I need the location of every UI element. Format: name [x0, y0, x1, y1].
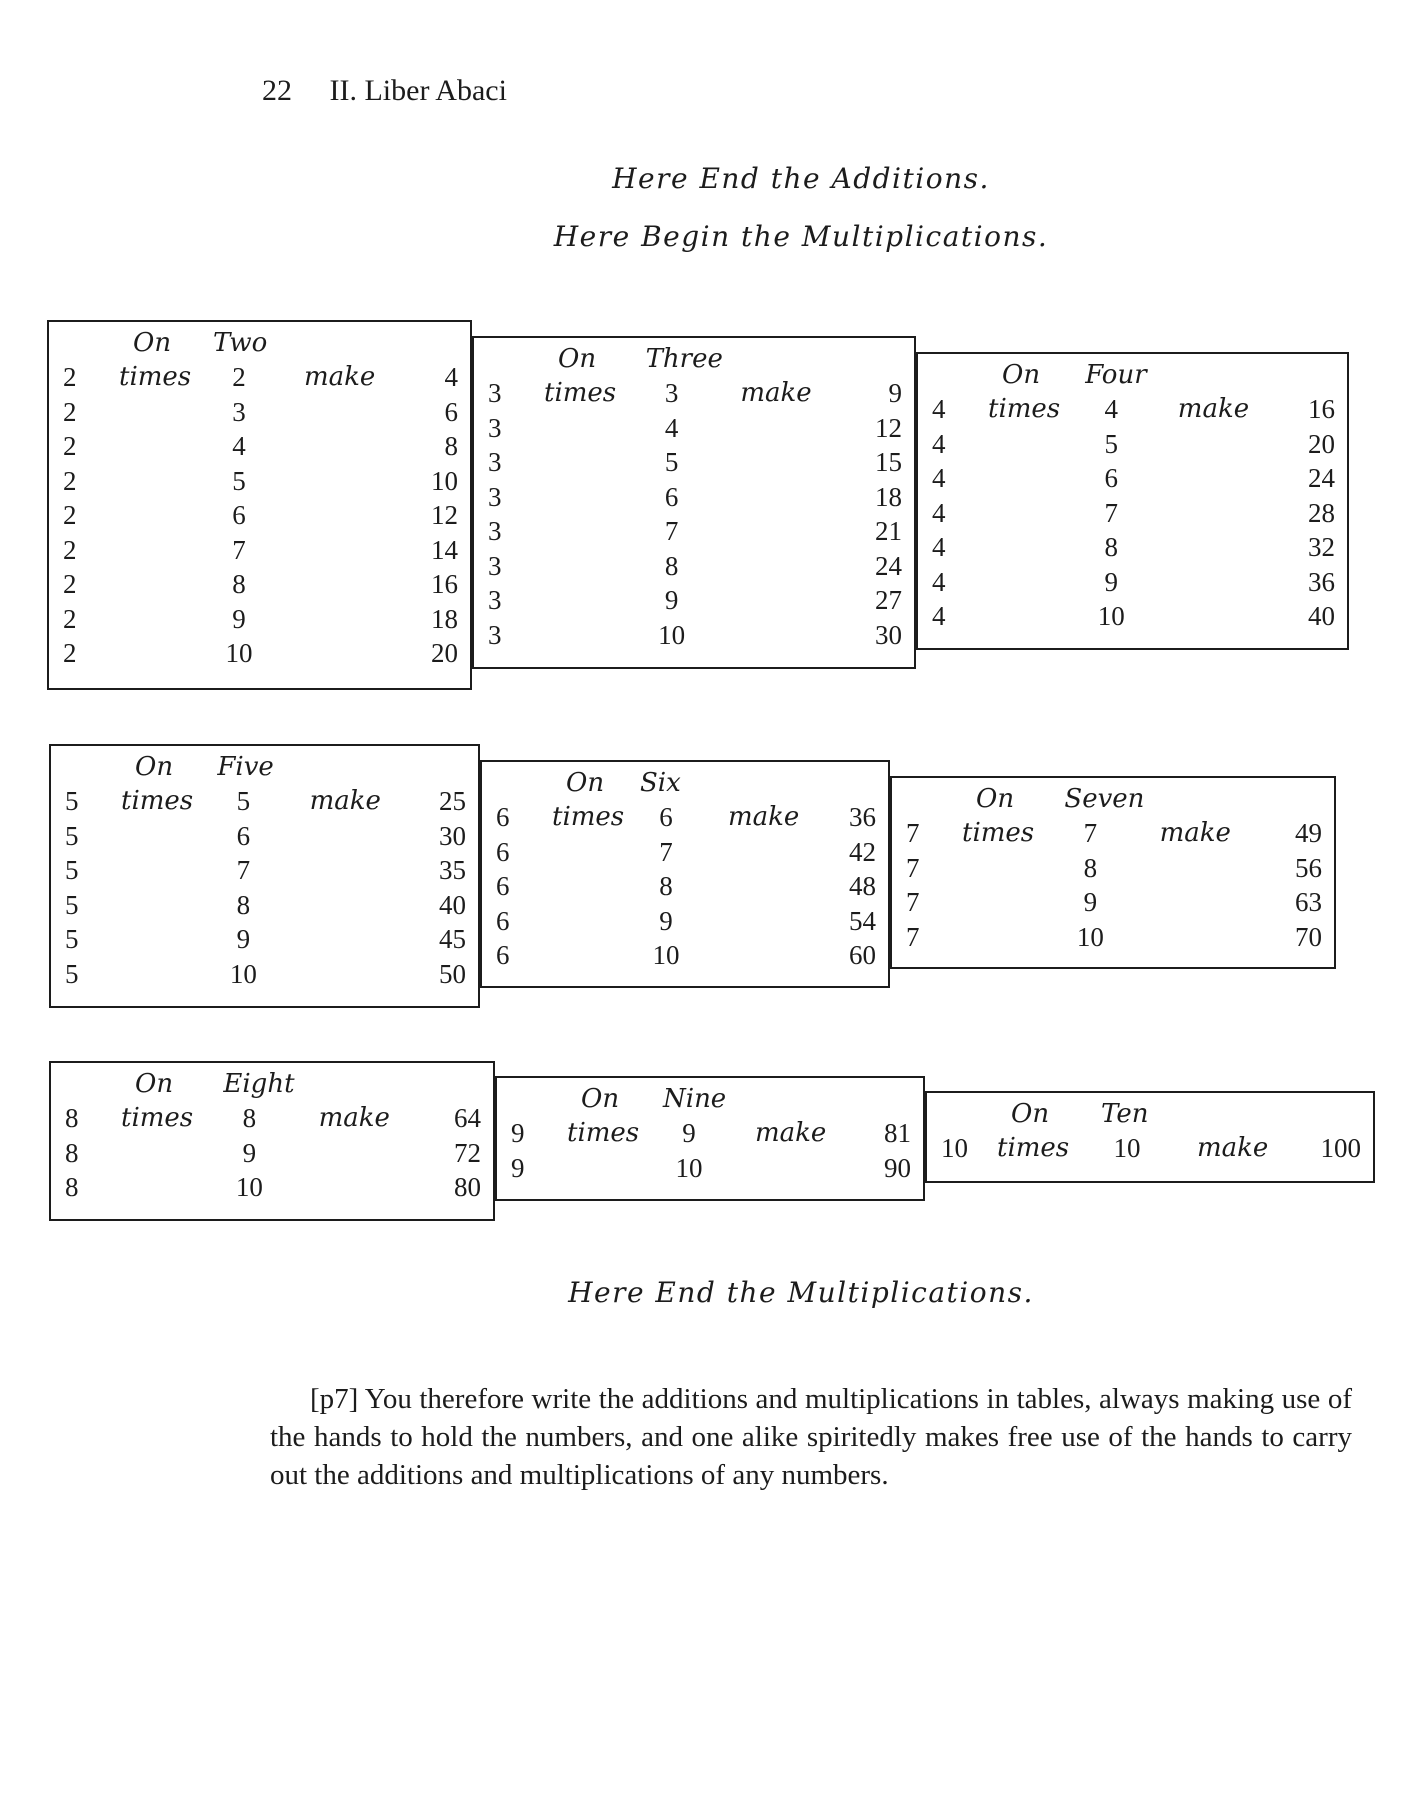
row-product: 14: [431, 534, 458, 565]
running-header: [262, 74, 507, 108]
row-product: 49: [1295, 818, 1322, 848]
label-times: times: [121, 1103, 194, 1133]
table-nine-box: [495, 1076, 925, 1201]
row-product: 21: [875, 516, 902, 546]
row-multiplier: 7: [236, 855, 251, 885]
label-make: make: [309, 786, 381, 816]
row-multiplier: 8: [236, 889, 251, 920]
row-product: 80: [454, 1172, 481, 1202]
table-three-box: [472, 336, 916, 669]
row-product: 15: [875, 447, 902, 477]
row-product: 18: [875, 481, 902, 512]
row-product: 4: [444, 362, 458, 392]
label-on: On: [135, 1069, 174, 1099]
table-word: Two: [213, 328, 268, 358]
row-base: 2: [63, 569, 77, 599]
label-on: On: [135, 752, 174, 782]
label-times: times: [544, 378, 617, 408]
row-base: 5: [65, 820, 79, 851]
table-word: Six: [640, 768, 681, 798]
row-multiplier: 3: [664, 378, 679, 408]
row-base: 6: [496, 940, 510, 970]
row-product: 60: [849, 940, 876, 970]
row-product: 32: [1308, 532, 1335, 562]
row-base: 9: [511, 1152, 525, 1183]
row-multiplier: 9: [659, 905, 673, 936]
row-product: 45: [439, 924, 466, 954]
row-base: 2: [63, 534, 77, 565]
row-multiplier: 6: [236, 820, 251, 851]
chapter-title: II. Liber Abaci: [329, 74, 507, 107]
row-multiplier: 6: [659, 802, 673, 832]
row-product: 30: [875, 619, 902, 650]
row-multiplier: 7: [1104, 497, 1118, 528]
table-word: Three: [645, 344, 723, 374]
row-multiplier: 2: [232, 362, 246, 392]
row-multiplier: 9: [1083, 887, 1098, 917]
label-on: On: [581, 1084, 620, 1114]
row-base: 3: [488, 412, 502, 443]
label-times: times: [567, 1118, 640, 1148]
row-base: 4: [932, 566, 946, 597]
row-base: 3: [488, 447, 502, 477]
row-base: 4: [932, 394, 946, 424]
row-base: 5: [65, 855, 79, 885]
row-base: 10: [941, 1133, 968, 1163]
row-base: 7: [906, 852, 920, 883]
row-product: 24: [1308, 463, 1335, 493]
row-base: 4: [932, 601, 946, 631]
row-base: 4: [932, 497, 946, 528]
row-base: 6: [496, 802, 510, 832]
row-multiplier: 9: [664, 585, 679, 615]
label-on: On: [558, 344, 597, 374]
label-times: times: [121, 786, 194, 816]
row-product: 81: [884, 1118, 911, 1148]
table-word: Eight: [223, 1069, 295, 1099]
table-word: Nine: [663, 1084, 727, 1114]
row-multiplier: 5: [232, 465, 246, 496]
row-base: 5: [65, 889, 79, 920]
row-multiplier: 6: [1104, 463, 1118, 493]
row-base: 7: [906, 818, 920, 848]
row-base: 4: [932, 428, 946, 459]
row-product: 27: [875, 585, 902, 615]
table-word: Four: [1085, 360, 1147, 390]
row-base: 6: [496, 871, 510, 901]
row-base: 2: [63, 465, 77, 496]
body-paragraph: [p7] You therefore write the additions and multiplications in tables, always making use of the hands to hold the numbers, and one alike spiritedly makes free use of the hands to carry out the additions and multiplications of any numbers.: [270, 1383, 1352, 1491]
table-ten-box: [925, 1091, 1375, 1183]
row-base: 8: [65, 1137, 79, 1168]
row-base: 5: [65, 786, 79, 816]
row-multiplier: 7: [659, 836, 673, 867]
row-multiplier: 9: [242, 1137, 257, 1168]
label-times: times: [552, 802, 625, 832]
label-make: make: [1159, 818, 1231, 848]
row-base: 3: [488, 550, 502, 581]
label-make: make: [755, 1118, 827, 1148]
row-product: 20: [431, 638, 458, 668]
row-product: 100: [1320, 1133, 1361, 1163]
row-base: 3: [488, 481, 502, 512]
row-product: 18: [431, 603, 458, 634]
row-multiplier: 7: [664, 516, 679, 546]
row-base: 2: [63, 431, 77, 461]
table-two-box: [47, 320, 472, 690]
row-product: 70: [1295, 921, 1322, 952]
row-base: 2: [63, 500, 77, 530]
row-product: 72: [454, 1137, 481, 1168]
row-multiplier: 4: [1104, 394, 1118, 424]
row-multiplier: 7: [1083, 818, 1098, 848]
row-base: 3: [488, 585, 502, 615]
row-base: 3: [488, 619, 502, 650]
label-make: make: [740, 378, 812, 408]
table-word: Five: [217, 752, 274, 782]
row-product: 48: [849, 871, 876, 901]
row-product: 36: [849, 802, 876, 832]
row-multiplier: 9: [682, 1118, 696, 1148]
row-multiplier: 4: [232, 431, 246, 461]
row-base: 2: [63, 396, 77, 427]
row-base: 8: [65, 1172, 79, 1202]
row-multiplier: 5: [236, 786, 251, 816]
row-multiplier: 9: [232, 603, 246, 634]
row-base: 3: [488, 378, 502, 408]
label-on: On: [566, 768, 605, 798]
page-number: 22: [262, 74, 292, 107]
row-multiplier: 10: [229, 958, 257, 989]
heading-begin-multiplications: Here Begin the Multiplications.: [553, 220, 1049, 253]
label-on: On: [1002, 360, 1041, 390]
table-six-box: [480, 760, 890, 988]
row-product: 54: [849, 905, 876, 936]
label-make: make: [728, 802, 800, 832]
label-times: times: [988, 394, 1061, 424]
row-multiplier: 8: [242, 1103, 257, 1133]
label-make: make: [304, 362, 376, 392]
row-multiplier: 4: [664, 412, 679, 443]
label-times: times: [119, 362, 192, 392]
row-multiplier: 8: [659, 871, 673, 901]
row-product: 42: [849, 836, 876, 867]
row-base: 5: [65, 924, 79, 954]
row-base: 2: [63, 362, 77, 392]
row-product: 64: [454, 1103, 481, 1133]
label-make: make: [318, 1103, 390, 1133]
row-product: 8: [444, 431, 458, 461]
row-product: 50: [439, 958, 466, 989]
row-base: 4: [932, 532, 946, 562]
label-times: times: [997, 1133, 1070, 1163]
row-multiplier: 8: [1083, 852, 1098, 883]
label-make: make: [1177, 394, 1250, 424]
row-multiplier: 10: [1113, 1133, 1141, 1163]
row-multiplier: 10: [225, 638, 253, 668]
row-base: 8: [65, 1103, 79, 1133]
row-base: 4: [932, 463, 946, 493]
heading-end-additions: Here End the Additions.: [612, 162, 990, 195]
table-five-box: [49, 744, 480, 1008]
row-product: 63: [1295, 887, 1322, 917]
label-on: On: [976, 784, 1015, 814]
table-word: Seven: [1064, 784, 1145, 814]
row-base: 2: [63, 603, 77, 634]
row-base: 7: [906, 887, 920, 917]
row-multiplier: 10: [658, 619, 686, 650]
row-product: 56: [1295, 852, 1322, 883]
row-base: 2: [63, 638, 77, 668]
row-product: 12: [875, 412, 902, 443]
row-multiplier: 10: [235, 1172, 263, 1202]
label-on: On: [133, 328, 172, 358]
row-base: 6: [496, 905, 510, 936]
row-base: 5: [65, 958, 79, 989]
row-product: 20: [1308, 428, 1335, 459]
row-base: 9: [511, 1118, 525, 1148]
row-product: 90: [884, 1152, 911, 1183]
row-product: 6: [444, 396, 458, 427]
label-make: make: [1197, 1133, 1269, 1163]
row-multiplier: 10: [675, 1152, 703, 1183]
row-product: 16: [1308, 394, 1335, 424]
row-multiplier: 8: [1104, 532, 1118, 562]
row-multiplier: 9: [1104, 566, 1118, 597]
table-eight-box: [49, 1061, 495, 1221]
heading-end-multiplications: Here End the Multiplications.: [568, 1276, 1034, 1309]
row-multiplier: 5: [664, 447, 679, 477]
row-multiplier: 8: [664, 550, 679, 581]
row-product: 12: [431, 500, 458, 530]
row-multiplier: 9: [236, 924, 251, 954]
row-multiplier: 10: [1076, 921, 1104, 952]
row-base: 6: [496, 836, 510, 867]
label-times: times: [962, 818, 1035, 848]
table-word: Ten: [1101, 1099, 1149, 1129]
row-product: 30: [439, 820, 466, 851]
row-product: 9: [888, 378, 902, 408]
row-base: 7: [906, 921, 920, 952]
row-product: 16: [431, 569, 458, 599]
row-product: 25: [439, 786, 466, 816]
row-multiplier: 8: [232, 569, 246, 599]
row-base: 3: [488, 516, 502, 546]
row-product: 35: [439, 855, 466, 885]
row-multiplier: 3: [232, 396, 246, 427]
table-four-box: [916, 352, 1349, 650]
row-multiplier: 5: [1104, 428, 1118, 459]
row-product: 24: [875, 550, 902, 581]
row-product: 40: [1308, 601, 1335, 631]
label-on: On: [1011, 1099, 1050, 1129]
row-product: 36: [1308, 566, 1335, 597]
row-product: 28: [1308, 497, 1335, 528]
row-multiplier: 10: [652, 940, 680, 970]
row-multiplier: 7: [232, 534, 246, 565]
row-multiplier: 10: [1097, 601, 1125, 631]
row-product: 40: [439, 889, 466, 920]
row-multiplier: 6: [232, 500, 246, 530]
row-multiplier: 6: [664, 481, 679, 512]
row-product: 10: [431, 465, 458, 496]
table-seven-box: [890, 776, 1336, 969]
